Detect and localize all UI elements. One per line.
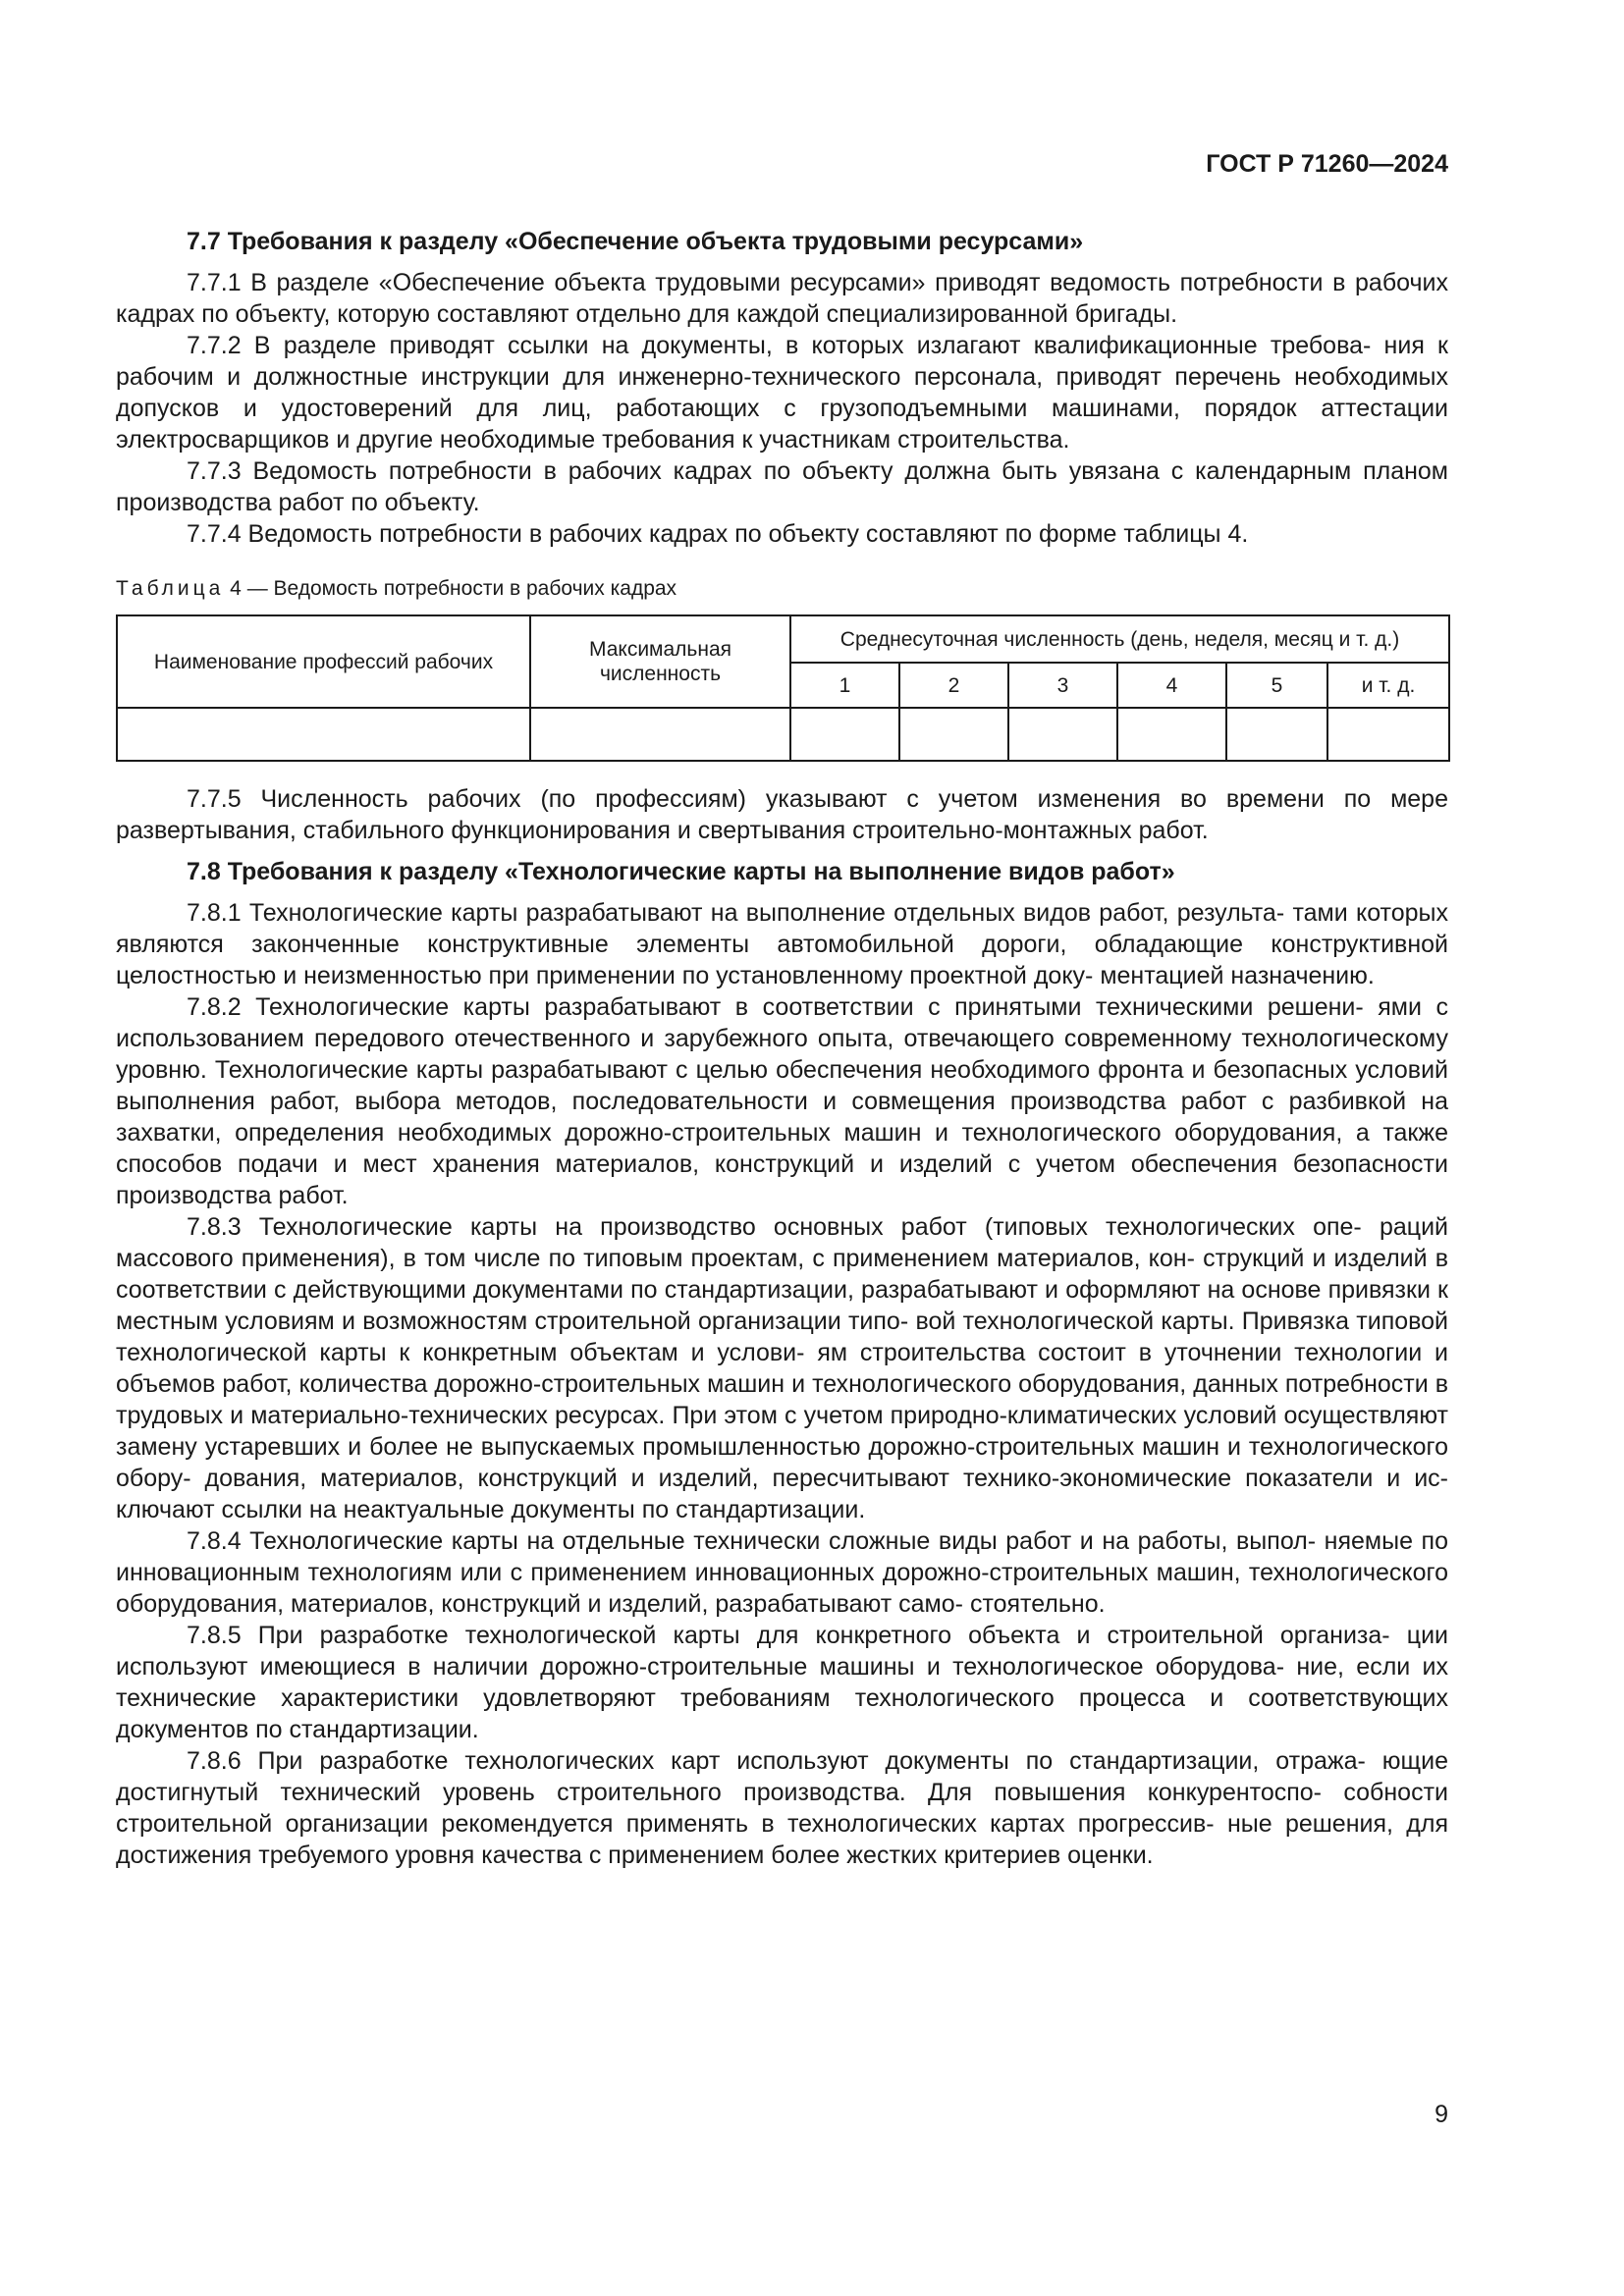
empty-cell — [1117, 708, 1226, 761]
paragraph-7-7-5: 7.7.5 Численность рабочих (по профессиям) указывают с учетом изменения во времени по мере развертывания, стабильного функционирования и свертывания строительно-монтажных работ. — [116, 785, 1448, 844]
empty-cell — [899, 708, 1008, 761]
empty-cell — [530, 708, 790, 761]
paragraph-7-8-5: 7.8.5 При разработке технологической карты для конкретного объекта и строительной организа- ции используют имеющиеся в наличии дорожно-строительные машины и технологическое оборудова- ние, если их технические характеристики удовлетворяют требованиям технологического процесса и соответствующих документов по стандартизации. — [116, 1622, 1449, 1743]
empty-cell — [1008, 708, 1117, 761]
paragraph-7-8-6: 7.8.6 При разработке технологических карт используют документы по стандартизации, отража- ющие достигнутый технический уровень строительного производства. Для повышения конкурентоспо- собности строительной организации рекомендуется применять в технологических картах прогрессив- ные решения, для достижения требуемого уровня качества с применением более жестких критериев оценки. — [116, 1747, 1448, 1869]
table-4 — [116, 614, 1450, 762]
table-caption-title: 4 — Ведомость потребности в рабочих кадрах — [224, 577, 677, 600]
paragraph-7-8-4: 7.8.4 Технологические карты на отдельные технически сложные виды работ и на работы, выпол- няемые по инновационным технологиям или с применением инновационных дорожно-строительных машин, технологического оборудования, материалов, конструкций и изделий, разрабатывают само- стоятельно. — [116, 1527, 1449, 1618]
table-4-caption — [116, 575, 1448, 603]
paragraph-7-7-4: 7.7.4 Ведомость потребности в рабочих кадрах по объекту составляют по форме таблицы 4. — [187, 520, 1249, 548]
subheader-etc: и т. д. — [1327, 663, 1449, 708]
paragraph-7-7-3: 7.7.3 Ведомость потребности в рабочих кадрах по объекту должна быть увязана с календарным планом производства работ по объекту. — [116, 457, 1448, 516]
subheader-5: 5 — [1226, 663, 1327, 708]
empty-cell — [790, 708, 899, 761]
header-daily-average: Среднесуточная численность (день, неделя, месяц и т. д.) — [790, 615, 1449, 663]
empty-cell — [1226, 708, 1327, 761]
header-max-count: Максимальная численность — [530, 615, 790, 708]
subheader-4: 4 — [1117, 663, 1226, 708]
standard-code: ГОСТ Р 71260—2024 — [1206, 150, 1448, 178]
subheader-3: 3 — [1008, 663, 1117, 708]
table-caption-label: Таблица — [116, 577, 225, 600]
page-number: 9 — [1435, 2101, 1448, 2128]
section-7-8-heading: 7.8 Требования к разделу «Технологические карты на выполнение видов работ» — [187, 858, 1175, 885]
section-7-7-heading: 7.7 Требования к разделу «Обеспечение объекта трудовыми ресурсами» — [187, 228, 1084, 255]
subheader-1: 1 — [790, 663, 899, 708]
paragraph-7-7-1: 7.7.1 В разделе «Обеспечение объекта трудовыми ресурсами» приводят ведомость потребности в рабочих кадрах по объекту, которую составляют отдельно для каждой специализированной бригады. — [116, 269, 1448, 328]
page-content — [116, 226, 1448, 1871]
paragraph-7-7-2: 7.7.2 В разделе приводят ссылки на документы, в которых излагают квалификационные требова- ния к рабочим и должностные инструкции для инженерно-технического персонала, приводят перечень необходимых допусков и удостоверений для лиц, работающих с грузоподъемными машинами, порядок аттестации электросварщиков и другие необходимые требования к участникам строительства. — [116, 332, 1449, 454]
empty-cell — [117, 708, 530, 761]
paragraph-7-8-2: 7.8.2 Технологические карты разрабатывают в соответствии с принятыми техническими решени- ями с использованием передового отечественного и зарубежного опыта, отвечающего современному технологическому уровню. Технологические карты разрабатывают с целью обеспечения необходимого фронта и безопасных условий выполнения работ, выбора методов, последовательности и совмещения производства работ с разбивкой на захватки, определения необходимых дорожно-строительных машин и технологического оборудования, а также способов подачи и мест хранения материалов, конструкций и изделий с учетом обеспечения безопасности производства работ. — [116, 993, 1449, 1209]
paragraph-7-8-3: 7.8.3 Технологические карты на производство основных работ (типовых технологических опе- раций массового применения), в том числе по типовым проектам, с применением материалов, кон- струкций и изделий в соответствии с действующими документами по стандартизации, разрабатывают и оформляют на основе привязки к местным условиям и возможностям строительной организации типо- вой технологической карты. Привязка типовой технологической карты к конкретным объектам и услови- ям строительства состоит в уточнении технологии и объемов работ, количества дорожно-строительных машин и технологического оборудования, данных потребности в трудовых и материально-технических ресурсах. При этом с учетом природно-климатических условий осуществляют замену устаревших и более не выпускаемых промышленностью дорожно-строительных машин и технологического обору- дования, материалов, конструкций и изделий, пересчитывают технико-экономические показатели и ис- ключают ссылки на неактуальные документы по стандартизации. — [116, 1213, 1449, 1523]
header-profession: Наименование профессий рабочих — [117, 615, 530, 708]
table-row — [117, 708, 1449, 761]
subheader-2: 2 — [899, 663, 1008, 708]
paragraph-7-8-1: 7.8.1 Технологические карты разрабатывают на выполнение отдельных видов работ, результа- тами которых являются законченные конструктивные элементы автомобильной дороги, обладающие конструктивной целостностью и неизменностью при применении по установленному проектной доку- ментацией назначению. — [116, 899, 1448, 989]
empty-cell — [1327, 708, 1449, 761]
